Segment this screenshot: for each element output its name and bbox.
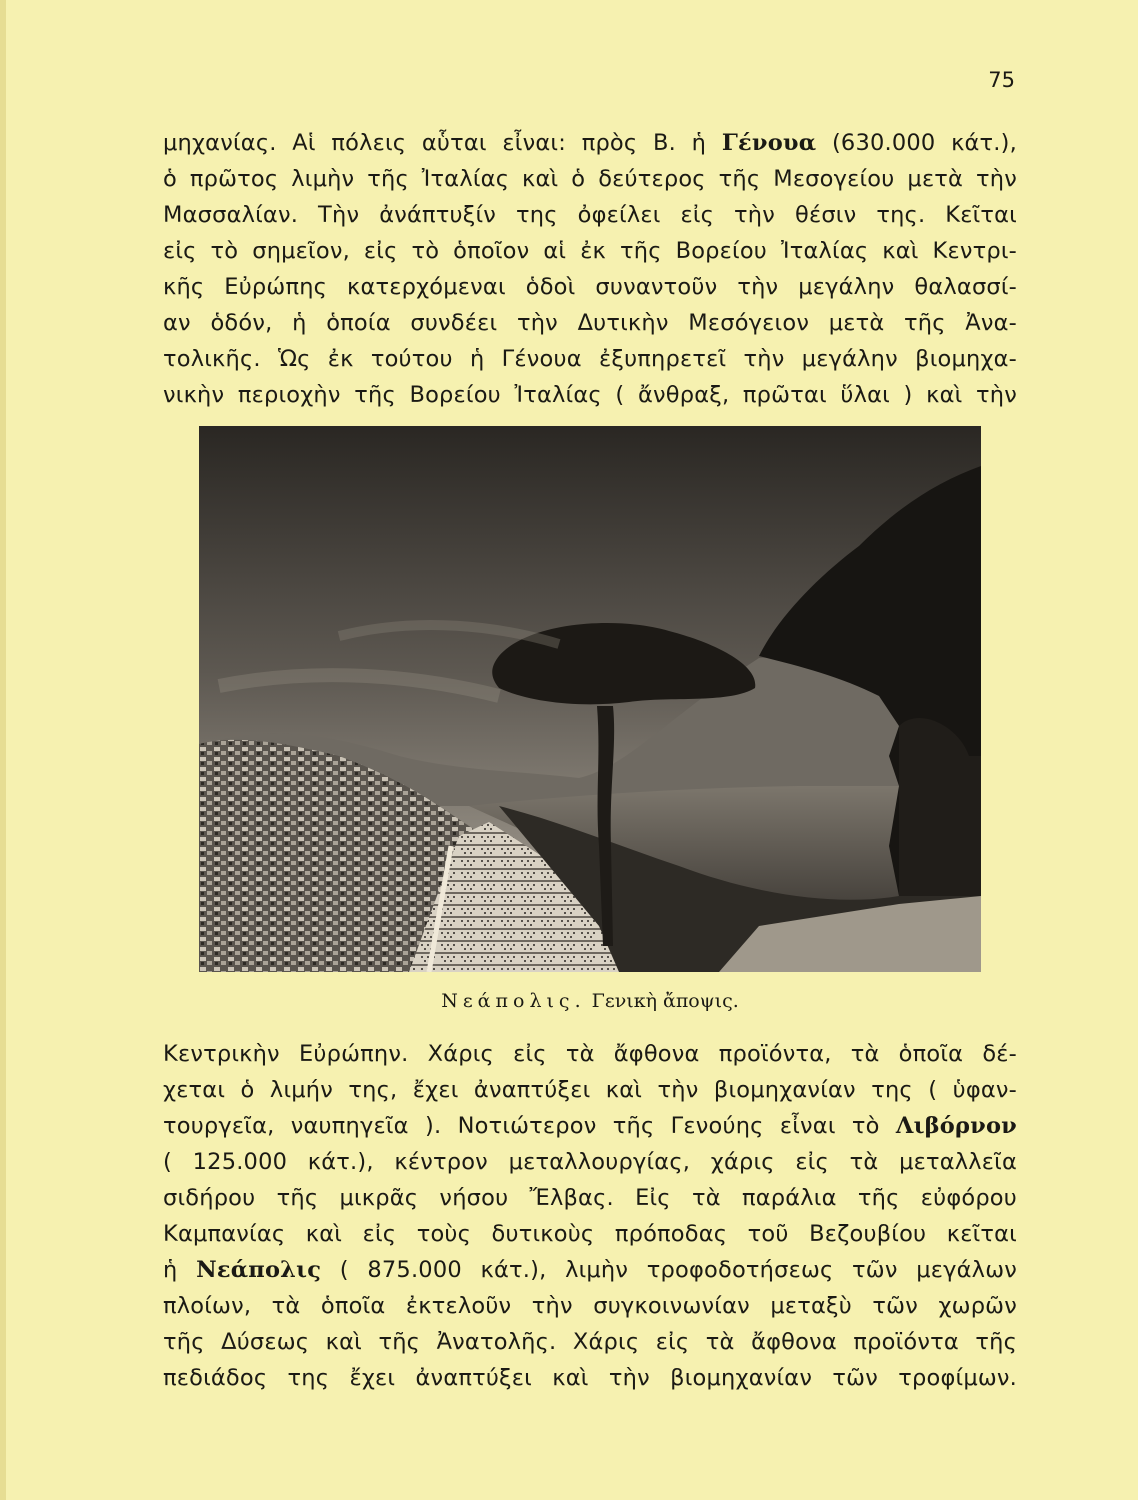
naples-photo bbox=[199, 426, 981, 972]
bold-term-naples: Νεάπολις bbox=[196, 1257, 322, 1283]
text-line: Καμπανίας καὶ εἰς τοὺς δυτικοὺς πρόποδας τοῦ Βεζουβίου κεῖται bbox=[163, 1221, 1017, 1247]
text-line: πεδιάδος της ἔχει ἀναπτύξει καὶ τὴν βιομηχανίαν τῶν τροφίμων. bbox=[163, 1365, 1017, 1391]
text-line: τουργεῖα, ναυπηγεῖα ). Νοτιώτερον τῆς Γενούης εἶναι τὸ Λιβόρνον bbox=[163, 1113, 1017, 1139]
bold-term-livorno: Λιβόρνον bbox=[895, 1113, 1017, 1139]
figure-caption bbox=[199, 990, 981, 1012]
text-line: Μασσαλίαν. Τὴν ἀνάπτυξίν της ὀφείλει εἰς τὴν θέσιν της. Κεῖται bbox=[163, 202, 1017, 228]
text-line: σιδήρου τῆς μικρᾶς νήσου Ἔλβας. Εἰς τὰ παράλια τῆς εὐφόρου bbox=[163, 1185, 1017, 1211]
text-line: χεται ὁ λιμήν της, ἔχει ἀναπτύξει καὶ τὴν βιομηχανίαν της ( ὑφαν- bbox=[163, 1077, 1017, 1103]
text-line: τῆς Δύσεως καὶ τῆς Ἀνατολῆς. Χάρις εἰς τὰ ἄφθονα προϊόντα τῆς bbox=[163, 1329, 1017, 1355]
text-line: κῆς Εὐρώπης κατερχόμεναι ὁδοὶ συναντοῦν τὴν μεγάλην θαλασσί- bbox=[163, 274, 1017, 300]
paragraph-top bbox=[163, 125, 1017, 413]
caption-place: Νεάπολις. bbox=[441, 990, 586, 1012]
text-line: ὁ πρῶτος λιμὴν τῆς Ἰταλίας καὶ ὁ δεύτερος τῆς Μεσογείου μετὰ τὴν bbox=[163, 166, 1017, 192]
caption-description: Γενικὴ ἄποψις. bbox=[585, 990, 739, 1012]
text-line: ἡ Νεάπολις ( 875.000 κάτ.), λιμὴν τροφοδοτήσεως τῶν μεγάλων bbox=[163, 1257, 1018, 1283]
text-line: αν ὁδόν, ἡ ὁποία συνδέει τὴν Δυτικὴν Μεσόγειον μετὰ τῆς Ἀνα- bbox=[163, 310, 1017, 336]
text-line: νικὴν περιοχὴν τῆς Βορείου Ἰταλίας ( ἄνθραξ, πρῶται ὕλαι ) καὶ τὴν bbox=[163, 382, 1017, 408]
text-line: τολικῆς. Ὡς ἐκ τούτου ἡ Γένουα ἐξυπηρετεῖ τὴν μεγάλην βιομηχα- bbox=[163, 346, 1017, 372]
page-number: 75 bbox=[988, 68, 1015, 92]
paragraph-bottom bbox=[163, 1036, 1017, 1396]
text-line: εἰς τὸ σημεῖον, εἰς τὸ ὁποῖον αἱ ἐκ τῆς Βορείου Ἰταλίας καὶ Κεντρι- bbox=[163, 238, 1017, 264]
text-line: μηχανίας. Αἱ πόλεις αὗται εἶναι: πρὸς Β. ἡ Γένουα (630.000 κάτ.), bbox=[163, 130, 1017, 156]
text-line: Κεντρικὴν Εὐρώπην. Χάρις εἰς τὰ ἄφθονα προϊόντα, τὰ ὁποῖα δέ- bbox=[163, 1041, 1017, 1067]
bold-term-genoa: Γένουα bbox=[721, 130, 817, 156]
page-edge bbox=[0, 0, 6, 1500]
text-line: πλοίων, τὰ ὁποῖα ἐκτελοῦν τὴν συγκοινωνίαν μεταξὺ τῶν χωρῶν bbox=[163, 1293, 1017, 1319]
text-line: ( 125.000 κάτ.), κέντρον μεταλλουργίας, χάρις εἰς τὰ μεταλλεῖα bbox=[163, 1149, 1017, 1175]
